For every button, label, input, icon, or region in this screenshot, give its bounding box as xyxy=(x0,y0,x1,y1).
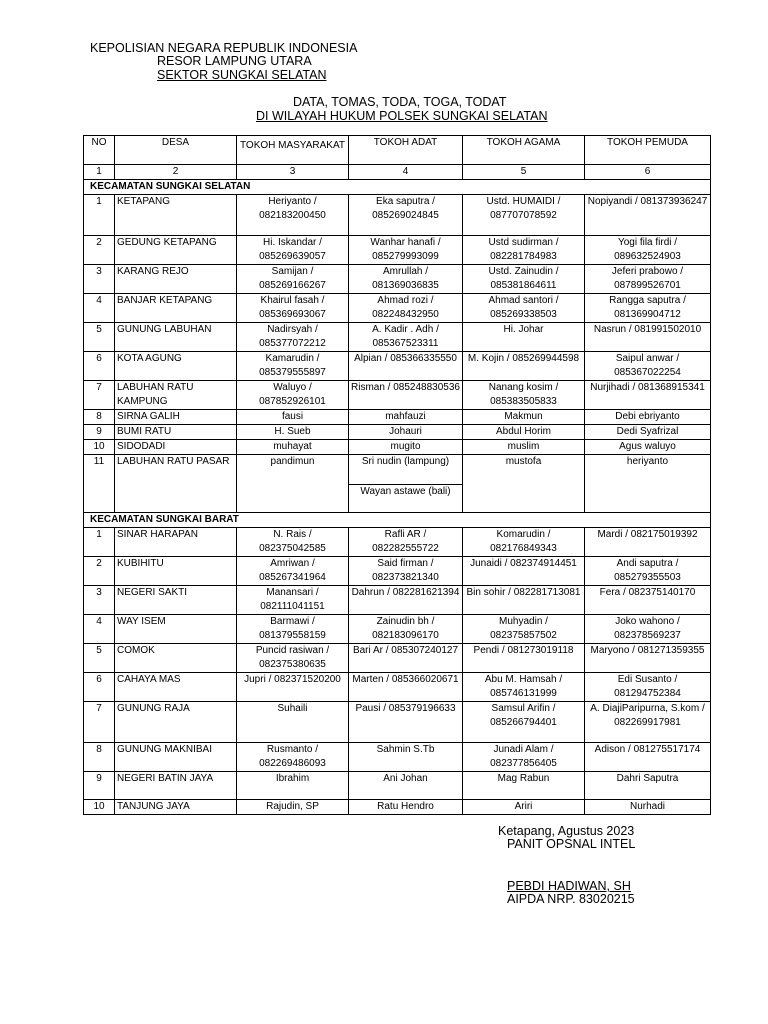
table-cell: GUNUNG MAKNIBAI xyxy=(115,743,237,772)
table-cell: Ustd sudirman / 082281784983 xyxy=(463,236,585,265)
table-row xyxy=(84,425,711,440)
table-cell: Fera / 082375140170 xyxy=(585,586,711,615)
signature-name: PEBDI HADIWAN, SH xyxy=(507,879,631,893)
table-row xyxy=(84,615,711,644)
table-cell: heriyanto xyxy=(585,455,711,513)
table-cell: LABUHAN RATU KAMPUNG xyxy=(115,381,237,410)
table-cell: Pausi / 085379196633 xyxy=(349,702,463,743)
table-row xyxy=(84,410,711,425)
table-row xyxy=(84,702,711,743)
header-cell: TOKOH PEMUDA xyxy=(585,136,711,165)
table-cell: Ahmad rozi / 082248432950 xyxy=(349,294,463,323)
table-cell: 11 xyxy=(84,455,115,513)
table-cell: mustofa xyxy=(463,455,585,513)
table-cell: NEGERI BATIN JAYA xyxy=(115,772,237,800)
header-cell: TOKOH MASYARAKAT xyxy=(237,136,349,165)
table-cell: Dahrun / 082281621394 xyxy=(349,586,463,615)
table-cell: CAHAYA MAS xyxy=(115,673,237,702)
table-cell: GUNUNG LABUHAN xyxy=(115,323,237,352)
table-cell: muslim xyxy=(463,440,585,455)
table-cell: Joko wahono / 082378569237 xyxy=(585,615,711,644)
table-cell: 1 xyxy=(84,528,115,557)
table-row xyxy=(84,294,711,323)
table-cell: 3 xyxy=(84,586,115,615)
table-cell: KOTA AGUNG xyxy=(115,352,237,381)
table-cell: Agus waluyo xyxy=(585,440,711,455)
table-cell: 8 xyxy=(84,743,115,772)
table-cell: Abdul Horim xyxy=(463,425,585,440)
table-cell: Rangga saputra / 081369904712 xyxy=(585,294,711,323)
header-sektor: SEKTOR SUNGKAI SELATAN xyxy=(157,68,327,82)
table-cell: Ustd. HUMAIDI / 087707078592 xyxy=(463,195,585,236)
document-title: DATA, TOMAS, TODA, TOGA, TODAT xyxy=(293,95,507,109)
table-cell: Bari Ar / 085307240127 xyxy=(349,644,463,673)
table-cell: Eka saputra / 085269024845 xyxy=(349,195,463,236)
table-cell: Sahmin S.Tb xyxy=(349,743,463,772)
table-cell: N. Rais / 082375042585 xyxy=(237,528,349,557)
table-cell: KUBIHITU xyxy=(115,557,237,586)
table-row xyxy=(84,440,711,455)
table-cell: Muhyadin / 082375857502 xyxy=(463,615,585,644)
table-cell: 8 xyxy=(84,410,115,425)
table-row xyxy=(84,455,711,513)
table-cell: WAY ISEM xyxy=(115,615,237,644)
table-cell: Kamarudin / 085379555897 xyxy=(237,352,349,381)
table-row xyxy=(84,195,711,236)
column-number-row xyxy=(84,165,711,180)
table-cell: Barmawi / 081379558159 xyxy=(237,615,349,644)
header-cell: DESA xyxy=(115,136,237,165)
table-cell: Pendi / 081273019118 xyxy=(463,644,585,673)
table-cell: 7 xyxy=(84,702,115,743)
table-cell: Debi ebriyanto xyxy=(585,410,711,425)
column-number: 1 xyxy=(84,165,115,180)
table-cell: BUMI RATU xyxy=(115,425,237,440)
table-cell: Ahmad santori / 085269338503 xyxy=(463,294,585,323)
table-cell: Zainudin bh / 082183096170 xyxy=(349,615,463,644)
table-cell: 5 xyxy=(84,323,115,352)
table-cell: mahfauzi xyxy=(349,410,463,425)
table-cell: Nanang kosim / 085383505833 xyxy=(463,381,585,410)
data-table xyxy=(83,135,711,815)
table-cell: Hi. Iskandar / 085269639057 xyxy=(237,236,349,265)
table-row xyxy=(84,528,711,557)
table-cell: Dedi Syafrizal xyxy=(585,425,711,440)
table-cell: 6 xyxy=(84,352,115,381)
table-cell: 2 xyxy=(84,236,115,265)
table-cell: Nasrun / 081991502010 xyxy=(585,323,711,352)
table-cell: muhayat xyxy=(237,440,349,455)
table-row xyxy=(84,236,711,265)
column-number: 3 xyxy=(237,165,349,180)
table-cell: Heriyanto / 082183200450 xyxy=(237,195,349,236)
table-cell: SIRNA GALIH xyxy=(115,410,237,425)
table-cell: Wanhar hanafi / 085279993099 xyxy=(349,236,463,265)
table-row xyxy=(84,644,711,673)
column-number: 6 xyxy=(585,165,711,180)
table-cell: LABUHAN RATU PASAR xyxy=(115,455,237,513)
table-cell: Saipul anwar / 085367022254 xyxy=(585,352,711,381)
table-cell: 3 xyxy=(84,265,115,294)
table-cell: Wayan astawe (bali) xyxy=(360,486,451,497)
table-cell: Johauri xyxy=(349,425,463,440)
table-cell: Makmun xyxy=(463,410,585,425)
document-subtitle: DI WILAYAH HUKUM POLSEK SUNGKAI SELATAN xyxy=(256,109,548,123)
table-cell: Rafli AR / 082282555722 xyxy=(349,528,463,557)
table-cell: 4 xyxy=(84,615,115,644)
table-cell: Dahri Saputra xyxy=(585,772,711,800)
table-row xyxy=(84,673,711,702)
table-cell: 1 xyxy=(84,195,115,236)
table-cell: pandimun xyxy=(237,455,349,513)
table-row xyxy=(84,772,711,800)
header-resor: RESOR LAMPUNG UTARA xyxy=(157,54,312,68)
signature-rank: AIPDA NRP. 83020215 xyxy=(507,892,635,906)
table-cell: Abu M. Hamsah / 085746131999 xyxy=(463,673,585,702)
section-title: KECAMATAN SUNGKAI SELATAN xyxy=(84,180,711,195)
table-cell: Sri nudin (lampung) xyxy=(349,455,462,485)
table-cell: GEDUNG KETAPANG xyxy=(115,236,237,265)
table-cell: Risman / 085248830536 xyxy=(349,381,463,410)
table-cell: 10 xyxy=(84,800,115,815)
table-cell: Nopiyandi / 081373936247 xyxy=(585,195,711,236)
table-cell-split xyxy=(349,455,463,513)
table-cell: Rusmanto / 082269486093 xyxy=(237,743,349,772)
table-cell: Alpian / 085366335550 xyxy=(349,352,463,381)
section-row xyxy=(84,180,711,195)
table-cell: Nadirsyah / 085377072212 xyxy=(237,323,349,352)
table-cell: Amrullah / 081369036835 xyxy=(349,265,463,294)
table-row xyxy=(84,265,711,294)
table-cell: KETAPANG xyxy=(115,195,237,236)
table-cell: M. Kojin / 085269944598 xyxy=(463,352,585,381)
header-cell: TOKOH ADAT xyxy=(349,136,463,165)
table-cell: Ratu Hendro xyxy=(349,800,463,815)
table-cell: Ibrahim xyxy=(237,772,349,800)
table-cell: 6 xyxy=(84,673,115,702)
table-cell: TANJUNG JAYA xyxy=(115,800,237,815)
table-cell: Marten / 085366020671 xyxy=(349,673,463,702)
table-cell: 4 xyxy=(84,294,115,323)
signature-position: PANIT OPSNAL INTEL xyxy=(507,837,636,851)
header-row xyxy=(84,136,711,165)
table-cell: Ustd. Zainudin / 085381864611 xyxy=(463,265,585,294)
table-cell: Jeferi prabowo / 087899526701 xyxy=(585,265,711,294)
table-cell: 5 xyxy=(84,644,115,673)
column-number: 2 xyxy=(115,165,237,180)
table-cell: GUNUNG RAJA xyxy=(115,702,237,743)
table-cell: Yogi fila firdi / 089632524903 xyxy=(585,236,711,265)
table-cell: Hi. Johar xyxy=(463,323,585,352)
table-cell: Mag Rabun xyxy=(463,772,585,800)
table-cell: Bin sohir / 082281713081 xyxy=(463,586,585,615)
section-title: KECAMATAN SUNGKAI BARAT xyxy=(84,513,711,528)
table-row xyxy=(84,586,711,615)
table-row xyxy=(84,743,711,772)
table-cell: Rajudin, SP xyxy=(237,800,349,815)
table-row xyxy=(84,352,711,381)
table-cell: Maryono / 081271359355 xyxy=(585,644,711,673)
section-row xyxy=(84,513,711,528)
table-cell: Adison / 081275517174 xyxy=(585,743,711,772)
table-cell: Junadi Alam / 082377856405 xyxy=(463,743,585,772)
table-row xyxy=(84,557,711,586)
table-cell: Waluyo / 087852926101 xyxy=(237,381,349,410)
table-cell: BANJAR KETAPANG xyxy=(115,294,237,323)
table-cell: Amriwan / 085267341964 xyxy=(237,557,349,586)
table-cell: 10 xyxy=(84,440,115,455)
table-cell: mugito xyxy=(349,440,463,455)
table-cell: Mardi / 082175019392 xyxy=(585,528,711,557)
column-number: 5 xyxy=(463,165,585,180)
table-cell: Nurjihadi / 081368915341 xyxy=(585,381,711,410)
table-cell: Komarudin / 082176849343 xyxy=(463,528,585,557)
table-cell: Junaidi / 082374914451 xyxy=(463,557,585,586)
table-cell: Said firman / 082373821340 xyxy=(349,557,463,586)
table-cell: 2 xyxy=(84,557,115,586)
table-cell: 9 xyxy=(84,425,115,440)
table-cell: Nurhadi xyxy=(585,800,711,815)
table-cell: Andi saputra / 085279355503 xyxy=(585,557,711,586)
table-cell: Jupri / 082371520200 xyxy=(237,673,349,702)
table-cell: 9 xyxy=(84,772,115,800)
header-cell: TOKOH AGAMA xyxy=(463,136,585,165)
table-cell: 7 xyxy=(84,381,115,410)
table-cell: Ariri xyxy=(463,800,585,815)
table-cell: A. Kadir . Adh / 085367523311 xyxy=(349,323,463,352)
table-cell: Suhaili xyxy=(237,702,349,743)
table-cell: Edi Susanto / 081294752384 xyxy=(585,673,711,702)
table-cell: Samijan / 085269166267 xyxy=(237,265,349,294)
table-row xyxy=(84,800,711,815)
table-cell: Puncid rasiwan / 082375380635 xyxy=(237,644,349,673)
table-row xyxy=(84,381,711,410)
column-number: 4 xyxy=(349,165,463,180)
header-cell: NO xyxy=(84,136,115,165)
signature-place-date: Ketapang, Agustus 2023 xyxy=(498,824,635,838)
table-cell: SINAR HARAPAN xyxy=(115,528,237,557)
table-cell: SIDODADI xyxy=(115,440,237,455)
table-cell: Ani Johan xyxy=(349,772,463,800)
table-cell: COMOK xyxy=(115,644,237,673)
table-row xyxy=(84,323,711,352)
table-cell: Manansari / 082111041151 xyxy=(237,586,349,615)
header-institution: KEPOLISIAN NEGARA REPUBLIK INDONESIA xyxy=(90,41,358,55)
table-cell: fausi xyxy=(237,410,349,425)
table-cell: Samsul Arifin / 085266794401 xyxy=(463,702,585,743)
table-cell: A. DiajiParipurna, S.kom / 082269917981 xyxy=(585,702,711,743)
table-cell: KARANG REJO xyxy=(115,265,237,294)
table-cell: H. Sueb xyxy=(237,425,349,440)
table-cell: Khairul fasah / 085369693067 xyxy=(237,294,349,323)
table-cell: NEGERI SAKTI xyxy=(115,586,237,615)
